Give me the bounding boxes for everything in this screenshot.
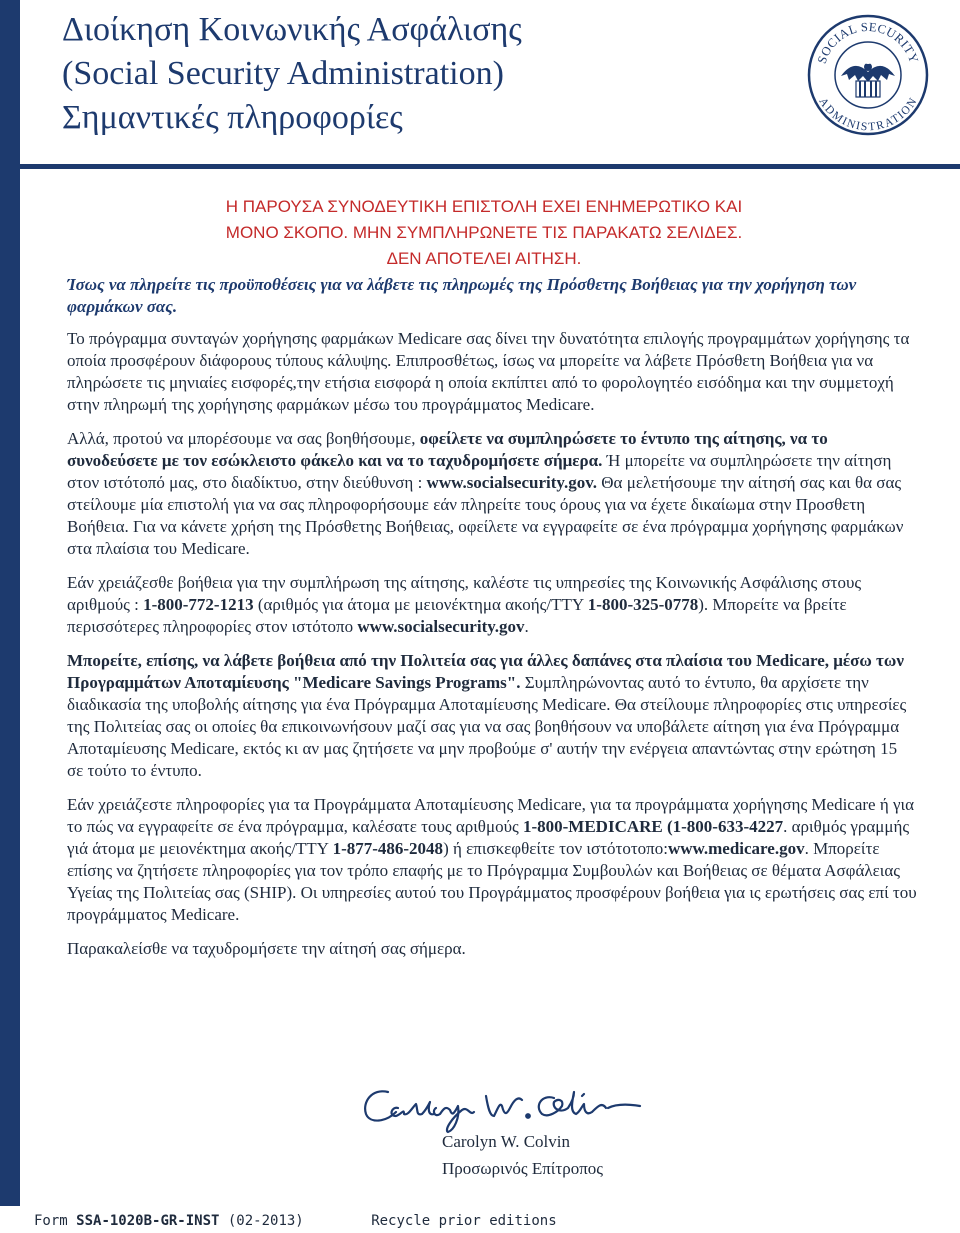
notice-line-3: ΔΕΝ ΑΠΟΤΕΛΕΙ ΑΙΤΗΣΗ. [386,249,582,268]
signature-block [442,1128,603,1182]
ssa-phone-number: 1-800-772-1213 [143,595,254,614]
page-header [62,8,682,140]
letter-body [67,274,917,972]
paragraph-help-contact: Εάν χρειάζεσθε βοήθεια για την συμπλήρωση της αίτησης, καλέστε τις υπηρεσίες της Κοινωνικής Ασφάλισης στους αριθμούς : 1-800-772-1213 (αριθμός για άτομα με μειονέκτημα ακοής/TTY 1-800-325-0778). Μπορείτε να βρείτε περισσότερες πληροφορίες στον ιστότοπο www.socialsecurity.gov. [67,573,862,636]
medicare-website-link: www.medicare.gov [667,839,805,858]
ssa-website-link: www.socialsecurity.gov. [426,473,598,492]
page-title-greek: Διοίκηση Κοινωνικής Ασφάλισης [62,11,522,48]
form-number: SSA-1020B-GR-INST [76,1213,220,1229]
medicare-phone-number: 1-800-MEDICARE (1-800-633-4227 [522,817,784,836]
logo-bottom-text: ADMINISTRATION [816,95,920,134]
form-date: (02-2013) [219,1213,304,1229]
red-notice [164,194,804,272]
ssa-tty-number: 1-800-325-0778 [587,595,699,614]
notice-line-2: ΜΟΝΟ ΣΚΟΠΟ. ΜΗΝ ΣΥΜΠΛΗΡΩΝΕΤΕ ΤΙΣ ΠΑΡΑΚΑΤΩ ΣΕΛΙΔΕΣ. [225,223,743,242]
medicare-tty-number: 1-877-486-2048 [332,839,444,858]
left-sidebar-bar [0,0,20,1206]
signer-name: Carolyn W. Colvin [442,1132,570,1151]
logo-top-text: SOCIAL SECURITY [814,19,922,66]
notice-line-1: Η ΠΑΡΟΥΣΑ ΣΥΝΟΔΕΥΤΙΚΗ ΕΠΙΣΤΟΛΗ ΕΧΕΙ ΕΝΗΜΕΡΩΤΙΚΟ ΚΑΙ [225,197,743,216]
recycle-note: Recycle prior editions [371,1213,557,1229]
paragraph-apply: Αλλά, προτού να μπορέσουμε να σας βοηθήσουμε, οφείλετε να συμπληρώσετε το έντυπο της αίτησης, να το συνοδεύσετε με τον εσώκλειστο φάκελο και να το ταχυδρομήσετε σήμερα. Ή μπορείτε να συμπληρώσετε την αίτηση στον ιστότοπό μας, στο διαδίκτυο, στην διεύθυνση : www.socialsecurity.gov. Θα μελετήσουμε την αίτησή σας και θα σας στείλουμε μία επιστολή για να σας πληροφορήσουμε εάν πληρείτε τους όρους για να έχετε δικαίωμα στην Προσθετη Βοήθεια. Για να κάνετε χρήση της Πρόσθετης Βοήθειας, οφείλετε να εγγραφείτε σε ένα πρόγραμμα χορήγησης φαρμάκων στα πλαίσια του Medicare. [67,429,904,558]
paragraph-savings-programs: Μπορείτε, επίσης, να λάβετε βοήθεια από την Πολιτεία σας για άλλες δαπάνες στα πλαίσια του Medicare, μέσω των Προγραμμάτων Αποταμίευσης "Medicare Savings Programs". Συμπληρώνοντας αυτό το έντυπο, θα αρχίσετε την διαδικασία της υποβολής αίτησης για ένα Πρόγραμμα Αποταμίευσης Medicare. Θα στείλουμε πληροφορίες στις υπηρεσίες της Πολιτείας σας οι οποίες θα επικοινωνήσουν μαζί σας για να σας βοηθήσουν να υποβάλετε αίτηση για ένα Πρόγραμμα Αποταμίευσης Medicare, εκτός κι αν μας ζητήσετε να μην προβούμε σ' αυτήν την ενέργεια απαντώντας στην ερώτηση 15 σε τούτο το έντυπο. [67,651,907,780]
intro-paragraph: Ίσως να πληρείτε τις προϋποθέσεις για να λάβετε τις πληρωμές της Πρόσθετης Βοήθειας για την χορήγηση των φαρμάκων σας. [67,275,857,316]
form-footer: Form SSA-1020B-GR-INST (02-2013) Recycle prior editions [34,1213,557,1229]
handwritten-signature [358,1078,648,1134]
page-title-english: (Social Security Administration) [62,55,504,92]
svg-text:ADMINISTRATION [816,96,919,134]
paragraph-closing: Παρακαλείσθε να ταχυδρομήσετε την αίτησή σας σήμερα. [67,939,466,958]
paragraph-drug-plan: Το πρόγραμμα συνταγών χορήγησης φαρμάκων Medicare σας δίνει την δυνατότητα επιλογής προγραμμάτων χορήγησης τα οποία προσφέρουν διάφορους τύπους κάλυψης. Επιπροσθέτως, ίσως να μπορείτε να λάβετε Πρόσθετη Βοήθεια για να πληρώσετε τις μηνιαίες εισφορές,την ετήσια εισφορά η οποία εκπίπτει από το φορολογητέο εισόδημα και την συμμετοχή στην πληρωμή της χορήγησης φαρμάκων μέσω του προγράμματος Medicare. [67,329,910,414]
logo-center-text: USA [857,56,879,67]
signer-title: Προσωρινός Επίτροπος [442,1159,604,1178]
ssa-seal-logo [807,14,929,136]
header-divider [20,164,960,169]
ssa-website-link-2: www.socialsecurity.gov [357,617,525,636]
page-subtitle: Σημαντικές πληροφορίες [62,99,403,136]
paragraph-medicare-info: Εάν χρειάζεστε πληροφορίες για τα Προγράμματα Αποταμίευσης Medicare, για τα προγράμματα χορήγησης Medicare ή για το πώς να εγγραφείτε σε ένα πρόγραμμα, καλέσατε τους αριθμούς 1-800-MEDICARE (1-800-633-4227. αριθμός γραμμής γιά άτομα με μειονέκτημα ακοής/TTY 1-877-486-2048) ή επισκεφθείτε τον ιστότοτοπο:www.medicare.gov. Μπορείτε επίσης να ζητήσετε πληροφορίες για τον τρόπο επαφής με το Πρόγραμμα Συμβουλών και Βοήθειας σε θέματα Ασφάλειας Υγείας της Πολιτείας σας (SHIP). Οι υπηρεσίες αυτού του Προγράμματος προσφέρουν βοήθεια για ις ερωτήσεις σας επί του προγράμματος Medicare. [67,795,917,924]
